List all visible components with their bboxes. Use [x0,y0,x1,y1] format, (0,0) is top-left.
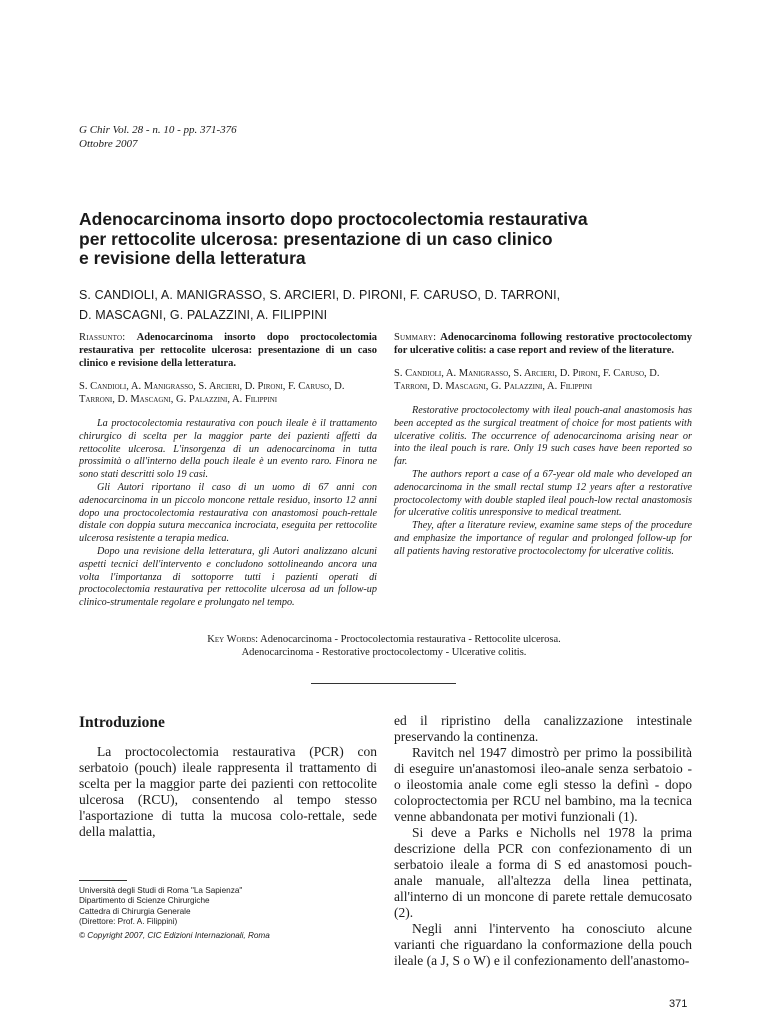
key-words [0,633,768,659]
affiliation-line: Dipartimento di Scienze Chirurgiche [79,896,210,906]
citation-date: Ottobre 2007 [79,137,138,150]
abstract-paragraph: Dopo una revisione della letteratura, gli Autori analizzano alcuni aspetti tecnici dell'intervento e concludono sottolineando ancora una volta l'importanza di sottoporre tutti i pazienti operati di proctocolectomia restaurativa per rettocolite ulcerosa ad un follow-up clinico-strumentale regolare e prolungato nel tempo. [79,545,377,609]
abstract-heading [79,331,377,370]
introduction-column-left [79,744,377,840]
keywords-english-text: Adenocarcinoma - Restorative proctocolectomy - Ulcerative colitis. [241,647,527,658]
keywords-italian [0,633,768,646]
citation-volume: G Chir Vol. 28 - n. 10 - pp. 371-376 [79,124,237,136]
abstract-title: Adenocarcinoma insorto dopo proctocolectomia restaurativa per rettocolite ulcerosa: presentazione di un caso clinico e revisione della letteratura. [79,332,377,369]
summary-title: Adenocarcinoma following restorative proctocolectomy for ulcerative colitis: a case report and review of the literature. [394,332,692,356]
title-line: Adenocarcinoma insorto dopo proctocolectomia restaurativa [79,209,588,229]
journal-citation [79,124,237,151]
abstract-label: Riassunto: [79,332,126,343]
summary-authors: S. Candioli, A. Manigrasso, S. Arcieri, D. Pironi, F. Caruso, D. Tarroni, D. Mascagni, G. Palazzini, A. Filippini [394,368,660,392]
abstract-paragraph: Gli Autori riportano il caso di un uomo di 67 anni con adenocarcinoma in un piccolo moncone rettale residuo, insorto 12 anni dopo una proctocolectomia restaurativa con anastomosi pouch-rettale distale con doppia sutura meccanica incrociata, eseguita per rettocolite ulcerosa resistente a terapia medica. [79,481,377,545]
article-title [79,210,699,269]
summary-heading [394,331,692,357]
body-paragraph: Si deve a Parks e Nicholls nel 1978 la prima descrizione della PCR con confezionamento di un serbatoio ileale a forma di S ed anastomosi pouch-anale manuale, all'altezza della linea pettinata, all'interno di un moncone di parete rettale demucosato (2). [394,825,692,920]
abstract-paragraph: La proctocolectomia restaurativa con pouch ileale è il trattamento chirurgico di scelta per la maggior parte dei pazienti affetti da rettocolite ulcerosa. L'insorgenza di un adenocarcinoma in tutta prossimità o all'interno della pouch ileale è un evento raro. Finora ne sono stati descritti solo 19 casi. [79,418,377,481]
summary-body [394,405,692,559]
introduction-heading: Introduzione [79,714,165,731]
keywords-italian-text: Adenocarcinoma - Proctocolectomia restaurativa - Rettocolite ulcerosa. [260,634,561,645]
copyright-notice: © Copyright 2007, CIC Edizioni Internazionali, Roma [79,931,270,941]
abstract-body [79,418,377,610]
title-line: per rettocolite ulcerosa: presentazione di un caso clinico [79,228,553,249]
body-paragraph: Negli anni l'intervento ha conosciuto alcune varianti che riguardano la conformazione della pouch ileale (a J, S o W) e il confezionamento dell'anastomo- [394,921,692,968]
body-paragraph-continuation: ed il ripristino della canalizzazione intestinale preservando la continenza. [394,713,692,744]
affiliation-line: Università degli Studi di Roma "La Sapienza" [79,886,243,895]
summary-paragraph: Restorative proctocolectomy with ileal pouch-anal anastomosis has been accepted as the surgical treatment of choice for most patients with ulcerative colitis. The occurrence of adenocarcinoma arising near or into the ileal pouch is rare. Only 19 such cases have been reported so far. [394,405,692,468]
title-line: e revisione della letteratura [79,248,306,268]
keywords-label: Key Words: [207,634,259,645]
summary-paragraph: The authors report a case of a 67-year old male who developed an adenocarcinoma in the small rectal stump 12 years after a restorative proctocolectomy with double stapled ileal pouch-low rectal anastomosis for ulcerative colitis unresponsive to medical treatment. [394,468,692,519]
affiliation-line: Cattedra di Chirurgia Generale [79,906,191,916]
affiliation-footnote [79,886,270,941]
footnote-rule [79,880,127,881]
keywords-english [0,646,768,659]
abstract-english [394,331,692,559]
body-paragraph: La proctocolectomia restaurativa (PCR) con serbatoio (pouch) ileale rappresenta il trattamento di scelta per la maggior parte dei pazienti con rettocolite ulcerosa (RCU), consentendo al tempo stesso l'asportazione di tutta la mucosa colo-rettale, sede della malattia, [79,744,377,839]
section-divider [311,683,456,684]
authors-line: D. MASCAGNI, G. PALAZZINI, A. FILIPPINI [79,308,328,322]
author-list [79,285,560,325]
authors-line: S. CANDIOLI, A. MANIGRASSO, S. ARCIERI, D. PIRONI, F. CARUSO, D. TARRONI, [79,288,561,302]
affiliation-line: (Direttore: Prof. A. Filippini) [79,916,178,926]
body-paragraph: Ravitch nel 1947 dimostrò per primo la possibilità di eseguire un'anastomosi ileo-anale senza serbatoio - o ileostomia anale come egli stesso la definì - dopo coloproctectomia per RCU nel bambino, ma la tecnica venne abbandonata per motivi funzionali (1). [394,745,692,824]
introduction-column-right [394,713,692,969]
abstract-authors: S. Candioli, A. Manigrasso, S. Arcieri, D. Pironi, F. Caruso, D. Tarroni, D. Mascagni, G. Palazzini, A. Filippini [79,381,345,405]
summary-label: Summary: [394,332,437,343]
page-number: 371 [669,998,688,1010]
summary-paragraph: They, after a literature review, examine same steps of the procedure and emphasize the importance of regular and prolonged follow-up for all patients having restorative proctocolectomy for ulcerative colitis. [394,520,692,557]
abstract-italian [79,331,377,610]
